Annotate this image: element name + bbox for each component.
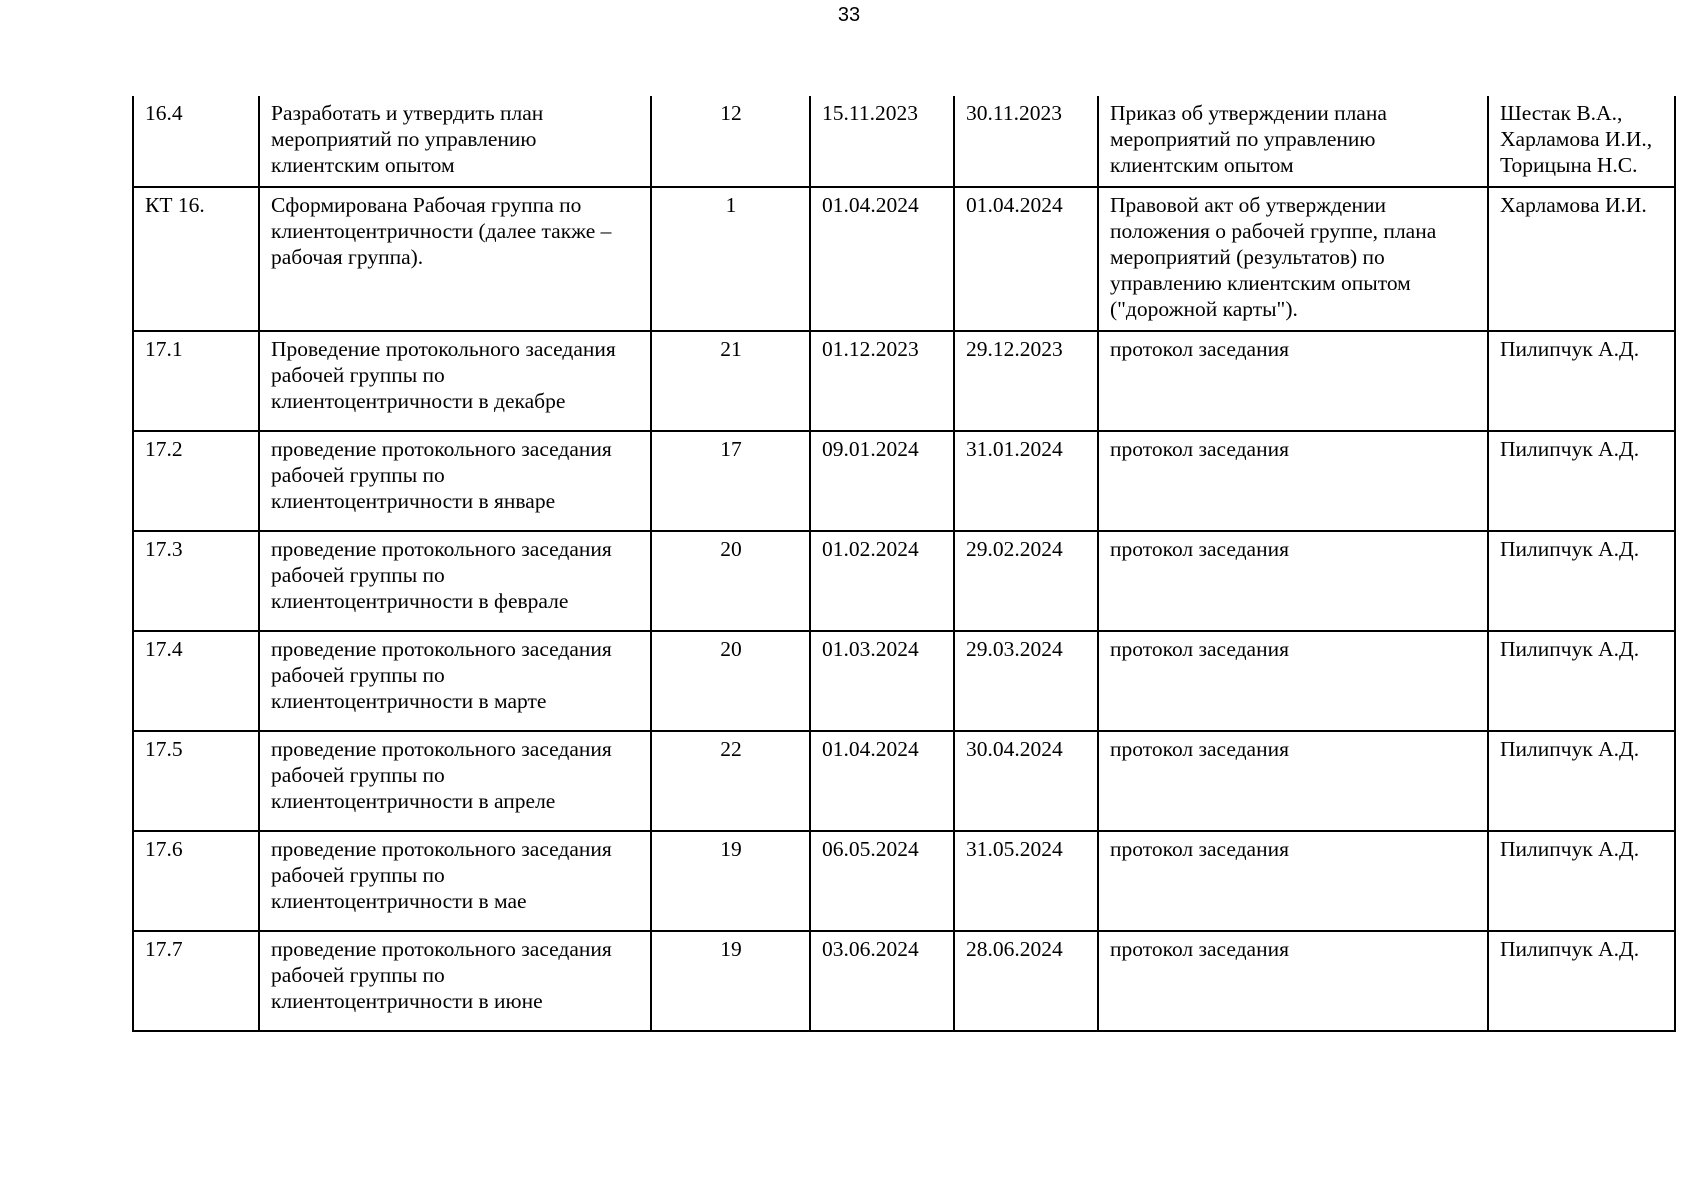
cell-start-date: 01.04.2024 bbox=[810, 731, 954, 831]
cell-responsible: Пилипчук А.Д. bbox=[1488, 731, 1675, 831]
cell-responsible: Харламова И.И. bbox=[1488, 187, 1675, 331]
cell-responsible: Пилипчук А.Д. bbox=[1488, 431, 1675, 531]
cell-action: проведение протокольного заседания рабочей группы по клиентоцентричности в январе bbox=[259, 431, 651, 531]
cell-start-date: 15.11.2023 bbox=[810, 96, 954, 187]
cell-action: проведение протокольного заседания рабочей группы по клиентоцентричности в апреле bbox=[259, 731, 651, 831]
cell-result: протокол заседания bbox=[1098, 631, 1488, 731]
cell-start-date: 01.12.2023 bbox=[810, 331, 954, 431]
cell-end-date: 01.04.2024 bbox=[954, 187, 1098, 331]
cell-result: протокол заседания bbox=[1098, 431, 1488, 531]
cell-result: протокол заседания bbox=[1098, 331, 1488, 431]
cell-number: 17.1 bbox=[133, 331, 259, 431]
cell-start-date: 01.03.2024 bbox=[810, 631, 954, 731]
table-row bbox=[133, 331, 1675, 431]
cell-duration: 22 bbox=[651, 731, 810, 831]
cell-duration: 19 bbox=[651, 831, 810, 931]
cell-number: КТ 16. bbox=[133, 187, 259, 331]
cell-duration: 12 bbox=[651, 96, 810, 187]
cell-result: Правовой акт об утверждении положения о рабочей группе, плана мероприятий (результатов) по управлению клиентским опытом ("дорожной карты"). bbox=[1098, 187, 1488, 331]
cell-end-date: 29.03.2024 bbox=[954, 631, 1098, 731]
cell-result: Приказ об утверждении плана мероприятий по управлению клиентским опытом bbox=[1098, 96, 1488, 187]
cell-end-date: 30.11.2023 bbox=[954, 96, 1098, 187]
cell-action: Разработать и утвердить план мероприятий по управлению клиентским опытом bbox=[259, 96, 651, 187]
cell-responsible: Пилипчук А.Д. bbox=[1488, 631, 1675, 731]
cell-number: 17.6 bbox=[133, 831, 259, 931]
cell-result: протокол заседания bbox=[1098, 531, 1488, 631]
cell-number: 17.7 bbox=[133, 931, 259, 1031]
cell-start-date: 03.06.2024 bbox=[810, 931, 954, 1031]
cell-result: протокол заседания bbox=[1098, 731, 1488, 831]
cell-end-date: 28.06.2024 bbox=[954, 931, 1098, 1031]
cell-responsible: Пилипчук А.Д. bbox=[1488, 531, 1675, 631]
cell-responsible: Пилипчук А.Д. bbox=[1488, 831, 1675, 931]
cell-start-date: 01.02.2024 bbox=[810, 531, 954, 631]
cell-action: проведение протокольного заседания рабочей группы по клиентоцентричности в марте bbox=[259, 631, 651, 731]
plan-table bbox=[132, 96, 1676, 1032]
cell-duration: 17 bbox=[651, 431, 810, 531]
table-row bbox=[133, 431, 1675, 531]
cell-action: Проведение протокольного заседания рабочей группы по клиентоцентричности в декабре bbox=[259, 331, 651, 431]
cell-number: 17.4 bbox=[133, 631, 259, 731]
table-row bbox=[133, 531, 1675, 631]
table-row bbox=[133, 187, 1675, 331]
cell-duration: 1 bbox=[651, 187, 810, 331]
cell-duration: 20 bbox=[651, 631, 810, 731]
cell-end-date: 29.02.2024 bbox=[954, 531, 1098, 631]
table-row bbox=[133, 831, 1675, 931]
cell-action: проведение протокольного заседания рабочей группы по клиентоцентричности в феврале bbox=[259, 531, 651, 631]
cell-responsible: Пилипчук А.Д. bbox=[1488, 331, 1675, 431]
cell-responsible: Шестак В.А., Харламова И.И., Торицына Н.С. bbox=[1488, 96, 1675, 187]
cell-end-date: 30.04.2024 bbox=[954, 731, 1098, 831]
cell-end-date: 31.01.2024 bbox=[954, 431, 1098, 531]
page-number: 33 bbox=[837, 4, 861, 26]
cell-action: проведение протокольного заседания рабочей группы по клиентоцентричности в мае bbox=[259, 831, 651, 931]
table-row bbox=[133, 731, 1675, 831]
table-row bbox=[133, 96, 1675, 187]
cell-number: 17.2 bbox=[133, 431, 259, 531]
cell-action: проведение протокольного заседания рабочей группы по клиентоцентричности в июне bbox=[259, 931, 651, 1031]
cell-duration: 19 bbox=[651, 931, 810, 1031]
cell-responsible: Пилипчук А.Д. bbox=[1488, 931, 1675, 1031]
cell-end-date: 31.05.2024 bbox=[954, 831, 1098, 931]
cell-result: протокол заседания bbox=[1098, 931, 1488, 1031]
cell-start-date: 01.04.2024 bbox=[810, 187, 954, 331]
cell-number: 17.3 bbox=[133, 531, 259, 631]
cell-end-date: 29.12.2023 bbox=[954, 331, 1098, 431]
cell-duration: 20 bbox=[651, 531, 810, 631]
table-row bbox=[133, 631, 1675, 731]
table-row bbox=[133, 931, 1675, 1031]
cell-action: Сформирована Рабочая группа по клиентоцентричности (далее также – рабочая группа). bbox=[259, 187, 651, 331]
cell-number: 16.4 bbox=[133, 96, 259, 187]
cell-result: протокол заседания bbox=[1098, 831, 1488, 931]
cell-number: 17.5 bbox=[133, 731, 259, 831]
cell-duration: 21 bbox=[651, 331, 810, 431]
cell-start-date: 06.05.2024 bbox=[810, 831, 954, 931]
cell-start-date: 09.01.2024 bbox=[810, 431, 954, 531]
